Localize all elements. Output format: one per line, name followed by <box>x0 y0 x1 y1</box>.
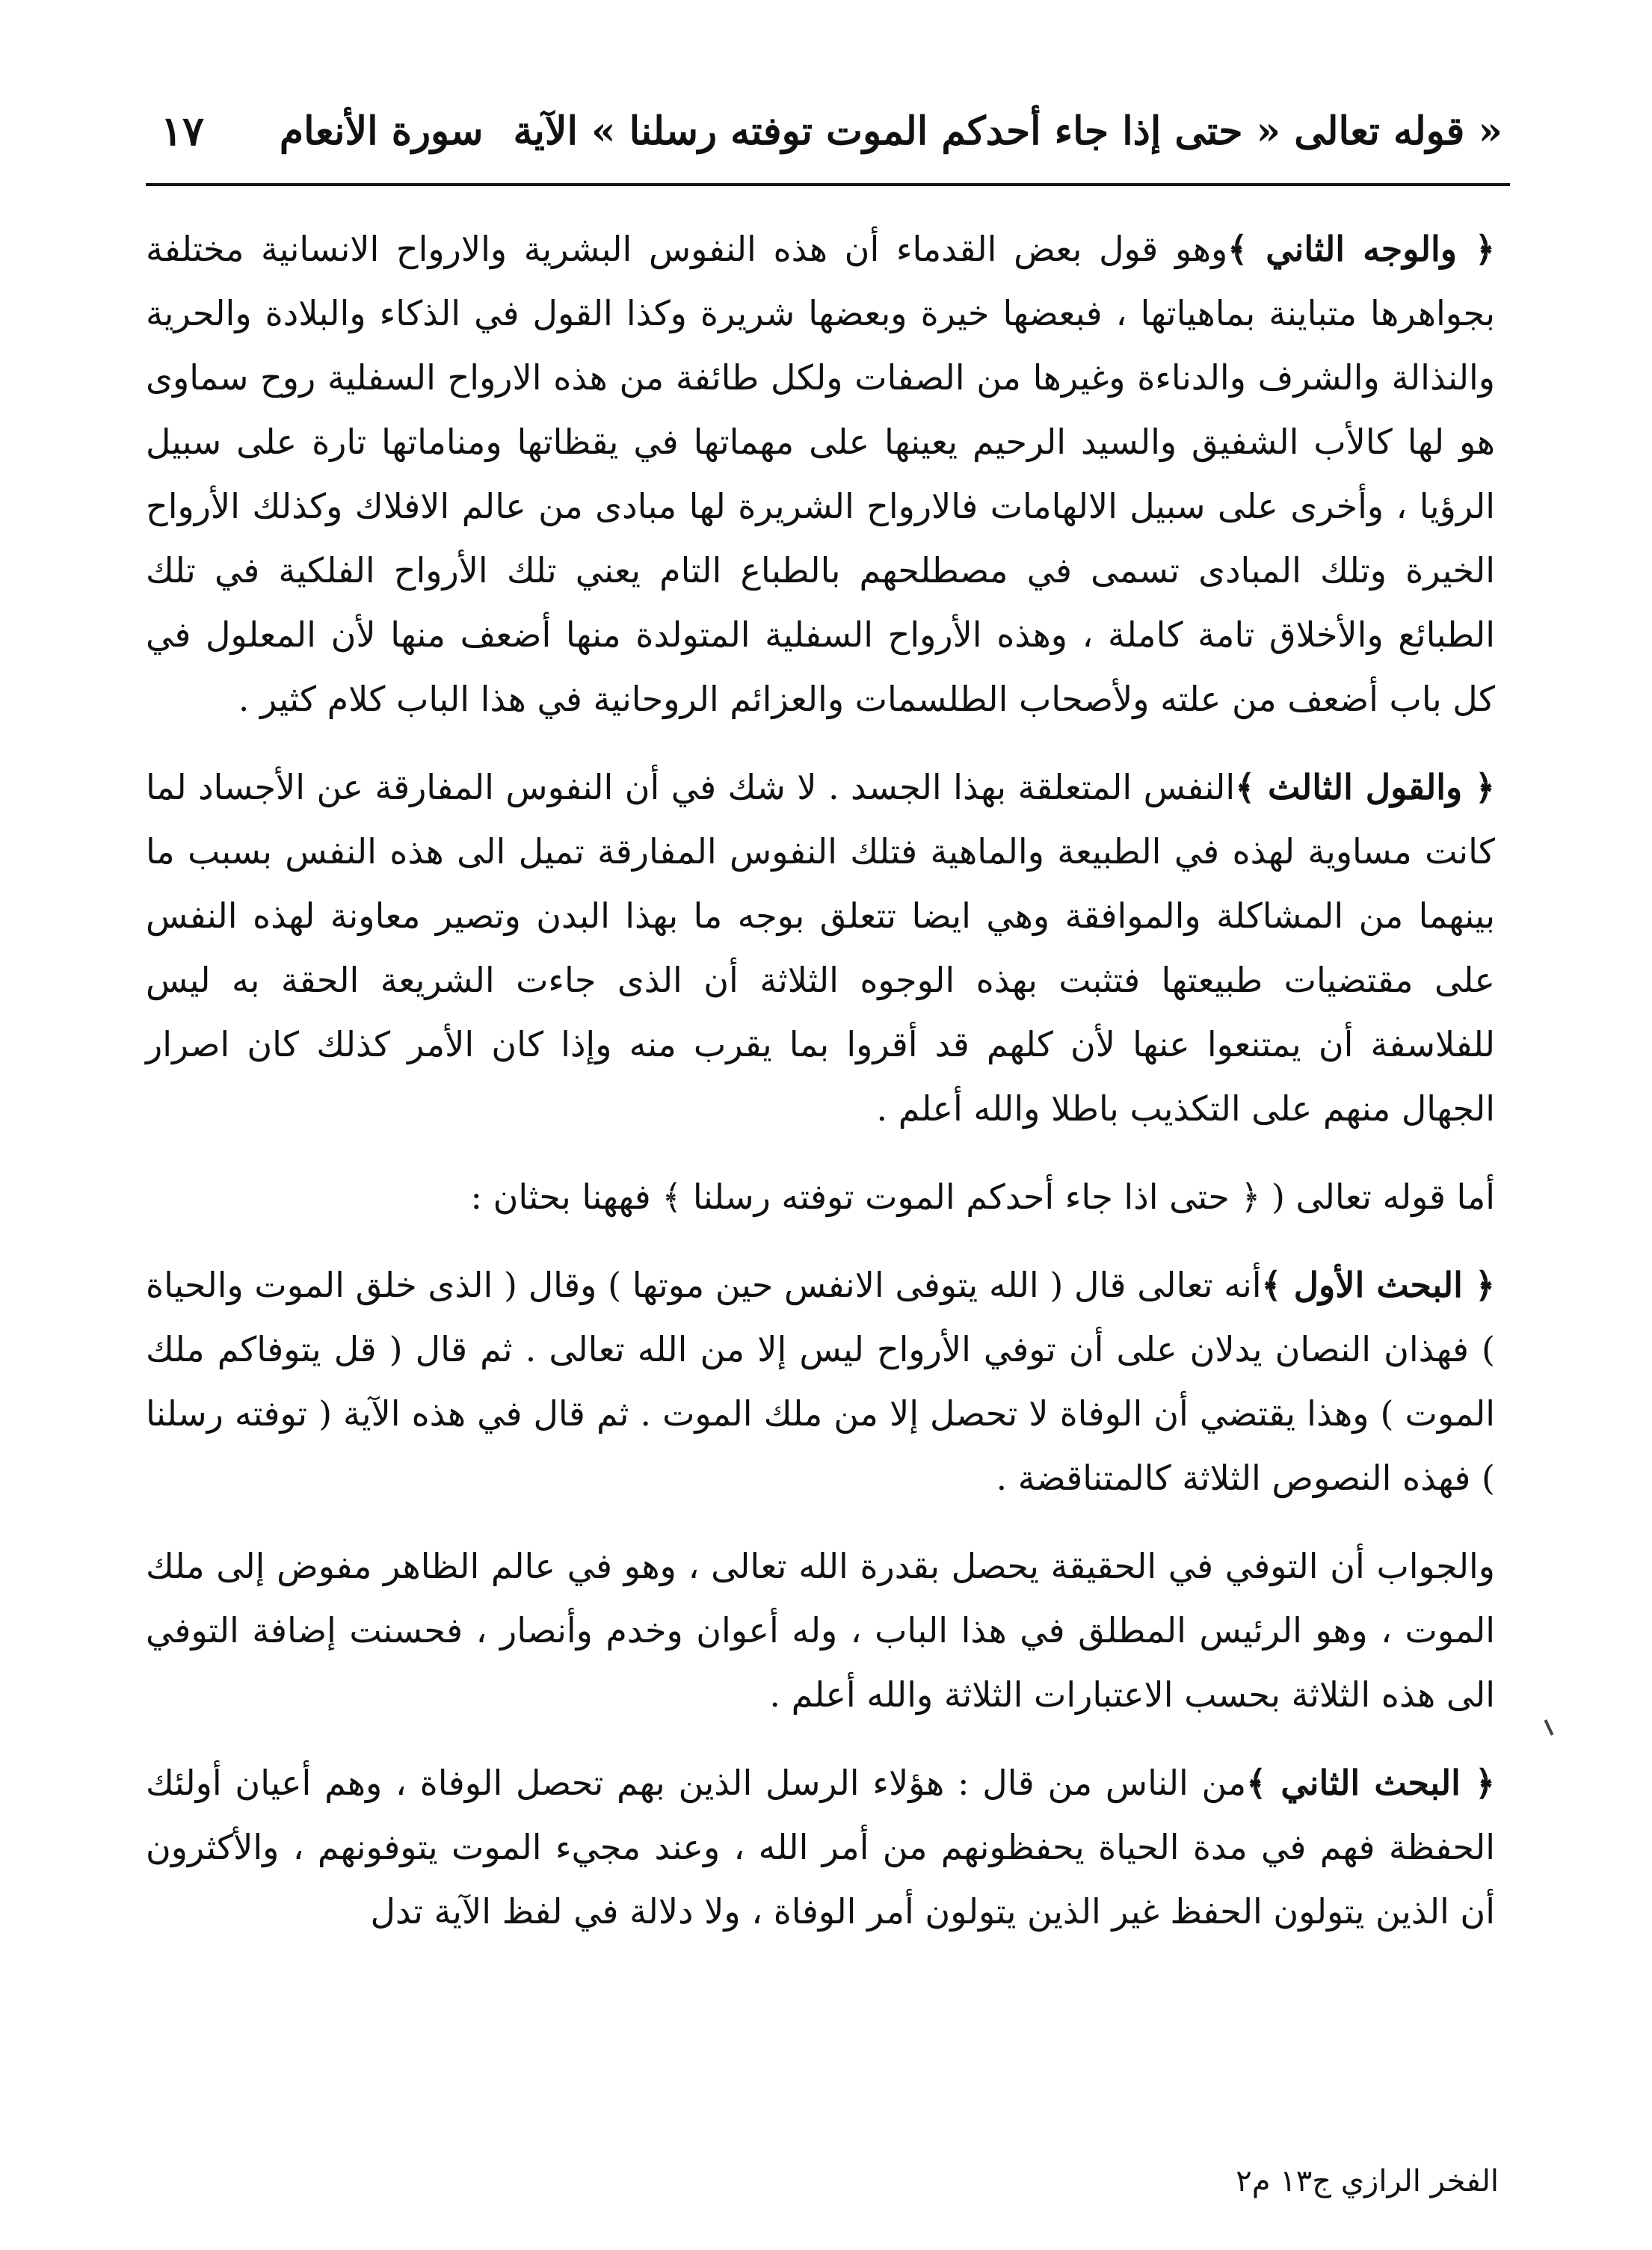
paragraph-text: أما قوله تعالى ( ﴿ حتى اذا جاء أحدكم الموت توفته رسلنا ﴾ فههنا بحثان : <box>470 1177 1495 1217</box>
paragraph-third-opinion <box>146 755 1495 1141</box>
paragraph-heading: ﴿ البحث الأول ﴾ <box>1261 1265 1496 1305</box>
surah-name: سورة الأنعام <box>279 108 484 154</box>
running-head <box>280 108 1502 154</box>
paragraph-heading: ﴿ والوجه الثاني ﴾ <box>1227 229 1495 269</box>
paragraph-heading: ﴿ البحث الثاني ﴾ <box>1246 1763 1495 1803</box>
paragraph-second-discussion <box>146 1751 1495 1944</box>
paragraph-text: النفس المتعلقة بهذا الجسد . لا شك في أن النفوس المفارقة عن الأجساد لما كانت مساوية لهذه في الطبيعة والماهية فتلك النفوس المفارقة تميل الى هذه النفس بسبب ما بينهما من المشاكلة والموافقة وهي ايضا تتعلق بوجه ما بهذا البدن وتصير معاونة لهذه النفس على مقتضيات طبيعتها فتثبت بهذه الوجوه الثلاثة أن الذى جاءت الشريعة الحقة به ليس للفلاسفة أن يمتنعوا عنها لأن كلهم قد أقروا بما يقرب منه وإذا كان الأمر كذلك كان اصرار الجهال منهم على التكذيب باطلا والله أعلم . <box>146 767 1495 1129</box>
paragraph-text: وهو قول بعض القدماء أن هذه النفوس البشرية والارواح الانسانية مختلفة بجواهرها متباينة بماهياتها ، فبعضها خيرة وبعضها شريرة وكذا القول في الذكاء والبلادة والحرية والنذالة والشرف والدناءة وغيرها من الصفات ولكل طائفة من هذه الارواح السفلية روح سماوى هو لها كالأب الشفيق والسيد الرحيم يعينها على مهماتها في يقظاتها ومناماتها تارة على سبيل الرؤيا ، وأخرى على سبيل الالهامات فالارواح الشريرة لها مبادى من عالم الافلاك وكذلك الأرواح الخيرة وتلك المبادى تسمى في مصطلحهم بالطباع التام يعني تلك الأرواح الفلكية في تلك الطبائع والأخلاق تامة كاملة ، وهذه الأرواح السفلية المتولدة منها أضعف منها لأن المعلول في كل باب أضعف من علته ولأصحاب الطلسمات والعزائم الروحانية في هذا الباب كلام كثير . <box>146 229 1495 719</box>
header-rule <box>146 183 1510 186</box>
paragraph-first-discussion <box>146 1253 1495 1510</box>
page-footer-signature: الفخر الرازي ج١٣ م٢ <box>1236 2164 1499 2198</box>
paragraph-text: من الناس من قال : هؤلاء الرسل الذين بهم تحصل الوفاة ، وهم أعيان أولئك الحفظة فهم في مدة الحياة يحفظونهم من أمر الله ، وعند مجيء الموت يتوفونهم ، والأكثرون أن الذين يتولون الحفظ غير الذين يتولون أمر الوفاة ، ولا دلالة في لفظ الآية تدل <box>146 1763 1495 1932</box>
paragraph-answer <box>146 1534 1495 1727</box>
paragraph-text: أنه تعالى قال ( الله يتوفى الانفس حين موتها ) وقال ( الذى خلق الموت والحياة ) فهذان النصان يدلان على أن توفي الأرواح ليس إلا من الله تعالى . ثم قال ( قل يتوفاكم ملك الموت ) وهذا يقتضي أن الوفاة لا تحصل إلا من ملك الموت . ثم قال في هذه الآية ( توفته رسلنا ) فهذه النصوص الثلاثة كالمتناقضة . <box>146 1265 1495 1498</box>
page-number: ١٧ <box>161 107 205 155</box>
body-text <box>146 217 1495 2153</box>
paragraph-second-aspect <box>146 217 1495 731</box>
paragraph-verse-intro <box>146 1165 1495 1229</box>
paragraph-heading: ﴿ والقول الثالث ﴾ <box>1235 767 1495 807</box>
paragraph-text: والجواب أن التوفي في الحقيقة يحصل بقدرة الله تعالى ، وهو في عالم الظاهر مفوض إلى ملك الموت ، وهو الرئيس المطلق في هذا الباب ، وله أعوان وخدم وأنصار ، فحسنت إضافة التوفي الى هذه الثلاثة بحسب الاعتبارات الثلاثة والله أعلم . <box>146 1546 1495 1715</box>
scan-mark <box>1544 1719 1554 1736</box>
running-head-title: « قوله تعالى « حتى إذا جاء أحدكم الموت توفته رسلنا » الآية <box>513 108 1502 154</box>
page-header <box>161 97 1502 164</box>
